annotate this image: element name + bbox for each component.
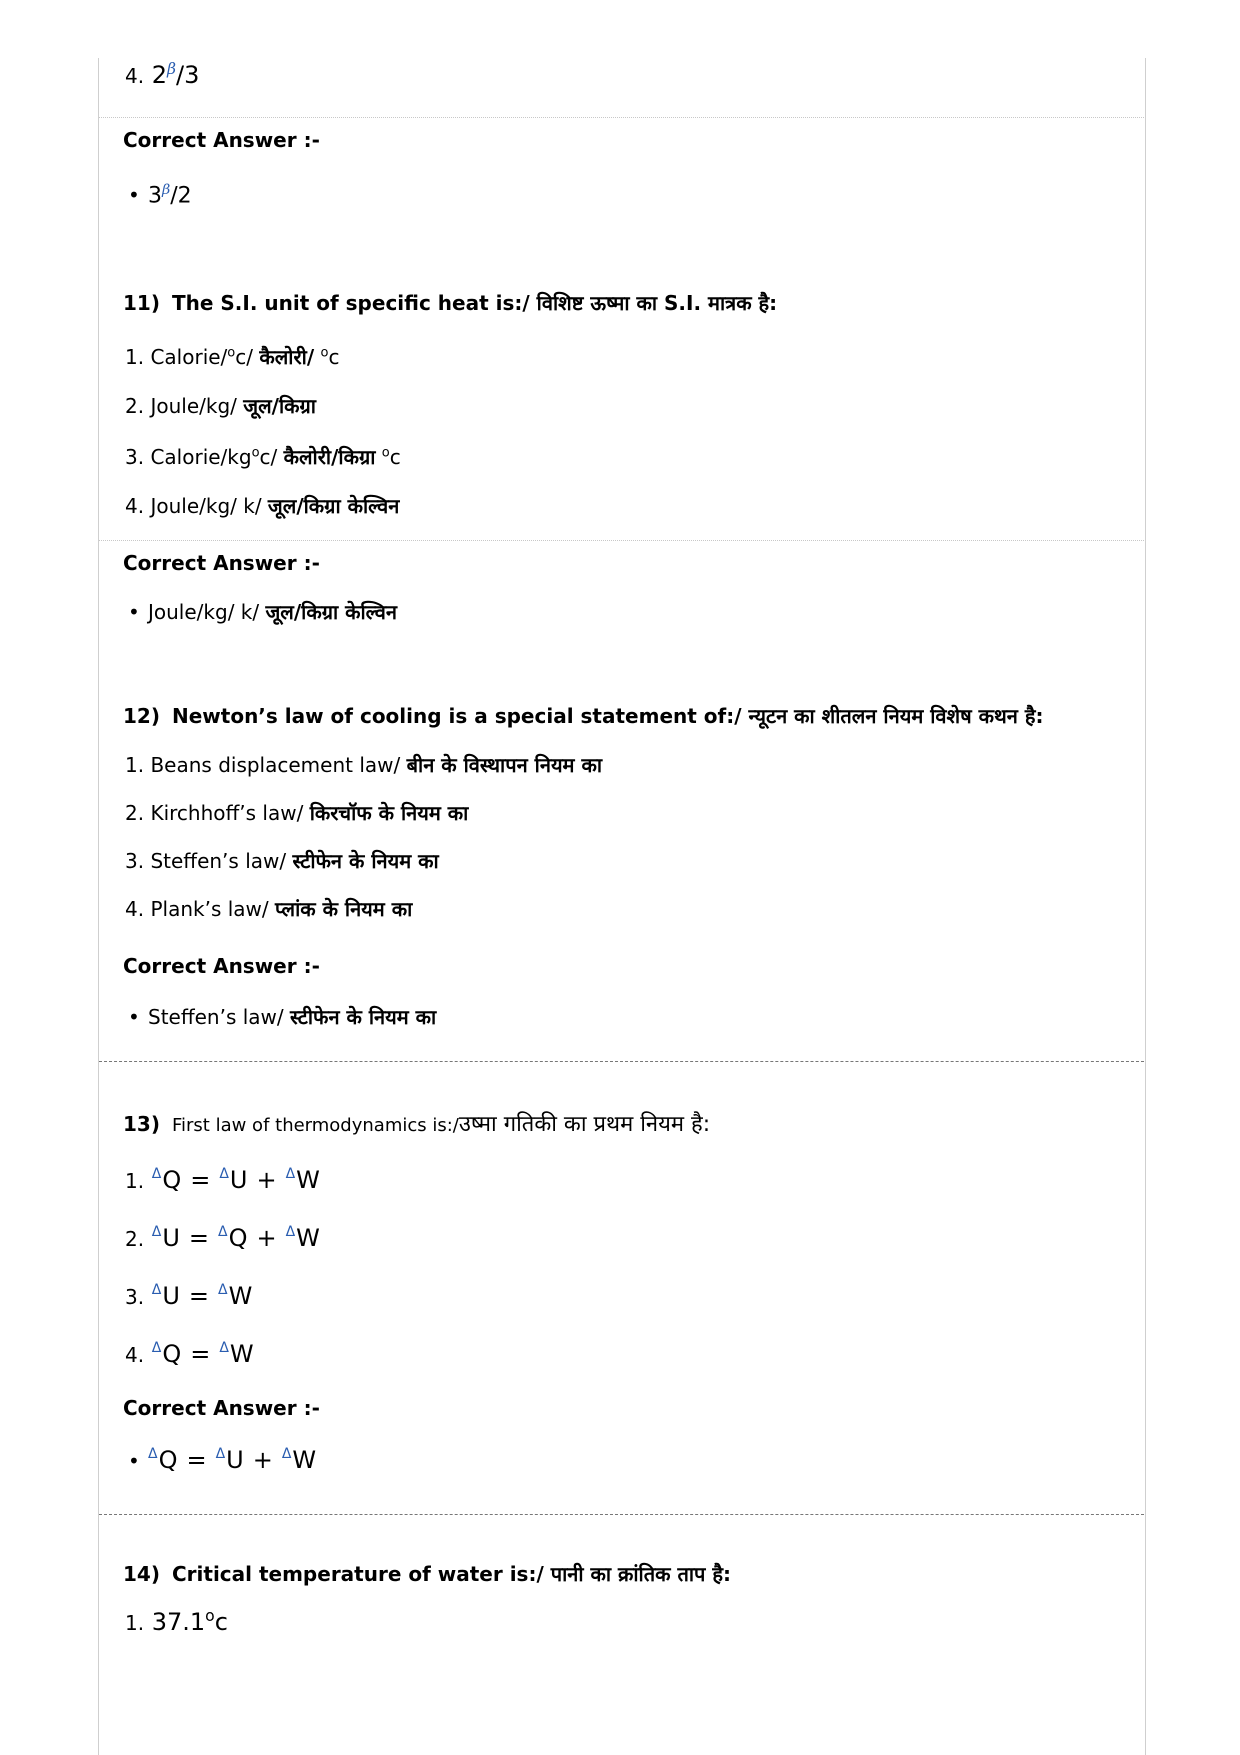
delta-icon: Δ: [151, 1282, 162, 1298]
q13-option-4: 4. $^\Delta$Q = $^\Delta$W: [125, 1340, 254, 1368]
q13-option-3: 3. $^\Delta$U = $^\Delta$W: [125, 1282, 253, 1310]
delta-icon: Δ: [218, 1282, 228, 1298]
beta-symbol: β: [167, 60, 177, 78]
question-12: 12) Newton’s law of cooling is a special statement of:/ न्यूटन का शीतलन नियम विशेष कथन है:: [123, 704, 1044, 728]
q13-option-1: 1. $^\Delta$Q = $^\Delta$U + $^\Delta$W: [125, 1166, 320, 1194]
delta-icon: Δ: [219, 1166, 229, 1182]
question-separator: [99, 1514, 1144, 1515]
question-14: 14) Critical temperature of water is:/ पानी का क्रांतिक ताप है:: [123, 1562, 731, 1586]
delta-icon: Δ: [285, 1224, 296, 1240]
delta-icon: Δ: [151, 1166, 162, 1182]
q11-option-1: 1. Calorie/$^o$c/ कैलोरी/ $^o$c: [125, 345, 340, 369]
delta-icon: Δ: [219, 1340, 229, 1356]
delta-icon: Δ: [215, 1446, 226, 1462]
q12-option-2: 2. Kirchhoff’s law/ किरचॉफ के नियम का: [125, 801, 469, 825]
q11-answer: • Joule/kg/ k/ जूल/किग्रा केल्विन: [128, 600, 397, 624]
divider: [99, 540, 1144, 541]
q11-option-3: 3. Calorie/$kg^oc/$ कैलोरी/किग्रा $^o$c: [125, 445, 401, 469]
q11-option-4: 4. Joule/kg/ k/ जूल/किग्रा केल्विन: [125, 494, 400, 518]
delta-icon: Δ: [148, 1446, 158, 1462]
q13-answer: • $^\Delta$Q = $^\Delta$U + $^\Delta$W: [128, 1446, 317, 1474]
question-separator: [99, 1061, 1144, 1062]
beta-symbol: β: [162, 182, 171, 198]
correct-answer-label: Correct Answer :-: [123, 1396, 320, 1420]
question-13: 13) First law of thermodynamics is:/उष्मा गतिकी का प्रथम नियम है:: [123, 1112, 711, 1137]
q12-option-4: 4. Plank’s law/ प्लांक के नियम का: [125, 897, 413, 921]
divider: [99, 117, 1144, 118]
correct-answer-label: Correct Answer :-: [123, 551, 320, 575]
q10-option-4: 4. $2^\beta/3$: [125, 60, 200, 89]
q10-answer: • $3^\beta/2$: [128, 182, 192, 209]
q12-answer: • Steffen’s law/ स्टीफेन के नियम का: [128, 1005, 437, 1029]
q11-option-2: 2. Joule/kg/ जूल/किग्रा: [125, 394, 316, 418]
question-11: 11) The S.I. unit of specific heat is:/ विशिष्ट ऊष्मा का S.I. मात्रक है:: [123, 291, 778, 315]
delta-icon: Δ: [281, 1446, 292, 1462]
q12-option-1: 1. Beans displacement law/ बीन के विस्थापन नियम का: [125, 753, 603, 777]
q13-option-2: 2. $^\Delta$U = $^\Delta$Q + $^\Delta$W: [125, 1224, 320, 1252]
correct-answer-label: Correct Answer :-: [123, 128, 320, 152]
delta-icon: Δ: [218, 1224, 228, 1240]
correct-answer-label: Correct Answer :-: [123, 954, 320, 978]
delta-icon: Δ: [285, 1166, 296, 1182]
delta-icon: Δ: [151, 1224, 162, 1240]
q14-option-1: 1. 37.1$^o$c: [125, 1607, 228, 1636]
delta-icon: Δ: [151, 1340, 162, 1356]
q12-option-3: 3. Steffen’s law/ स्टीफेन के नियम का: [125, 849, 439, 873]
